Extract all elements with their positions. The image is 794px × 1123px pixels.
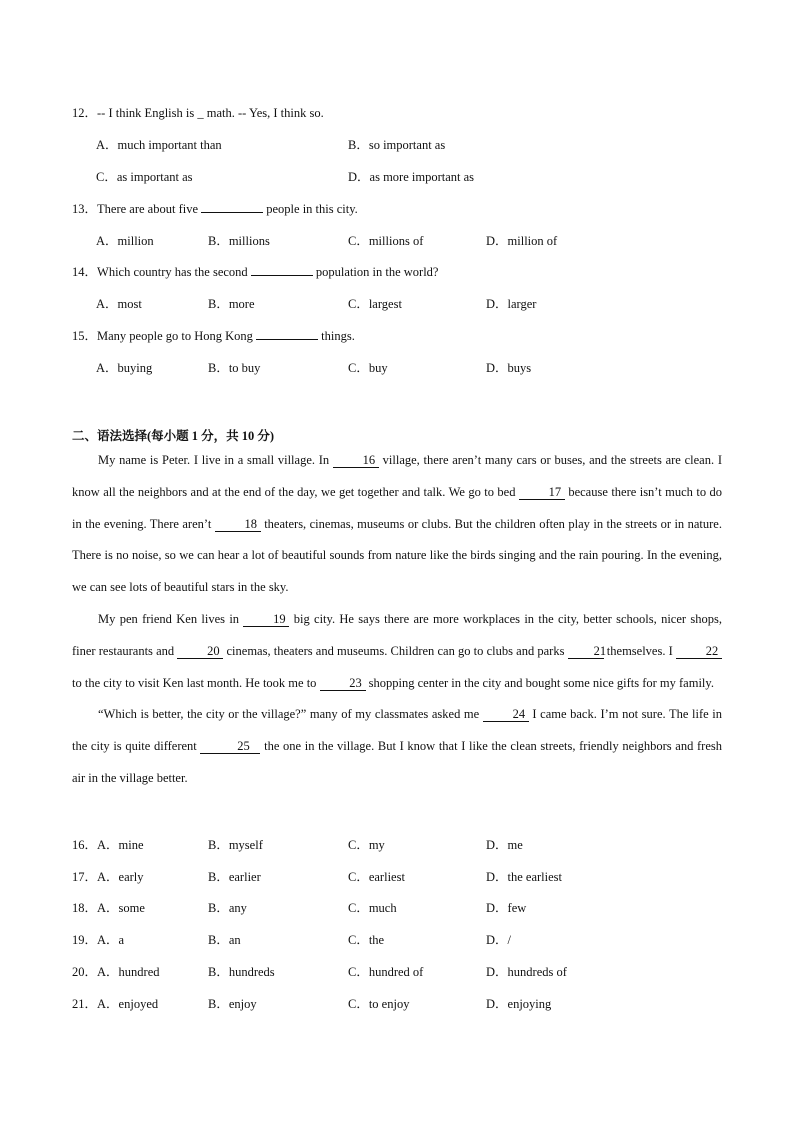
passage-paragraph-1: My name is Peter. I live in a small village. In 16 village, there aren’t many cars or buses, and the streets are clean. I know all the neighbors and at the end of the day, we get together and talk. We go to bed 17 because there isn’t much to do in the evening. There aren’t 18 theaters, cinemas, museums or clubs. But the children often play in the streets or in nature. There is no noise, so we can hear a lot of beautiful sounds from nature like the birds singing and the rain pouring. In the evening, we can see lots of beautiful stars in the sky. <box>72 453 723 595</box>
blank-20: 20 <box>177 644 223 659</box>
q16-option-d: D．me <box>486 838 523 852</box>
blank-16: 16 <box>333 453 379 468</box>
q18-option-b: B．any <box>208 901 247 915</box>
q20-option-b: B．hundreds <box>208 965 275 979</box>
q19-options: 19．A．a <box>72 933 125 947</box>
cloze-passage <box>72 445 722 795</box>
blank-23: 23 <box>320 676 366 691</box>
blank-21: 21 <box>568 644 604 659</box>
q13-option-c: C．millions of <box>348 234 424 248</box>
q14-option-b: B．more <box>208 297 255 311</box>
question-15-stem: 15．Many people go to Hong Kong things. <box>72 329 355 343</box>
q16-option-b: B．myself <box>208 838 263 852</box>
q13-option-d: D．million of <box>486 234 558 248</box>
q18-options: 18．A．some <box>72 901 145 915</box>
q18-option-c: C．much <box>348 901 397 915</box>
q20-option-c: C．hundred of <box>348 965 424 979</box>
question-13-stem: 13．There are about five people in this city. <box>72 202 358 216</box>
q19-option-b: B．an <box>208 933 241 947</box>
blank-19: 19 <box>243 612 289 627</box>
q13-option-a: A．million <box>96 234 154 248</box>
q17-option-b: B．earlier <box>208 870 261 884</box>
q15-option-c: C．buy <box>348 361 388 375</box>
question-14-stem: 14．Which country has the second population in the world? <box>72 265 439 279</box>
q12-option-d: D．as more important as <box>348 170 475 184</box>
q13-option-b: B．millions <box>208 234 270 248</box>
q15-option-b: B．to buy <box>208 361 261 375</box>
q16-option-c: C．my <box>348 838 385 852</box>
blank-25: 25 <box>200 739 260 754</box>
question-12-stem: 12．-- I think English is _ math. -- Yes, I think so. <box>72 106 324 120</box>
q21-option-b: B．enjoy <box>208 997 257 1011</box>
section-heading: 二、语法选择(每小题 1 分，共 10 分) <box>72 429 275 443</box>
q17-option-c: C．earliest <box>348 870 405 884</box>
blank-18: 18 <box>215 517 261 532</box>
q20-options: 20．A．hundred <box>72 965 160 979</box>
q15-option-a: A．buying <box>96 361 153 375</box>
q14-option-c: C．largest <box>348 297 402 311</box>
q16-options: 16．A．mine <box>72 838 144 852</box>
q14-option-a: A．most <box>96 297 142 311</box>
q12-option-c: C．as important as <box>96 170 193 184</box>
q12-option-b: B．so important as <box>348 138 446 152</box>
q17-option-d: D．the earliest <box>486 870 563 884</box>
q21-option-c: C．to enjoy <box>348 997 410 1011</box>
q17-options: 17．A．early <box>72 870 144 884</box>
q21-options: 21．A．enjoyed <box>72 997 159 1011</box>
blank-22: 22 <box>676 644 722 659</box>
q19-option-c: C．the <box>348 933 385 947</box>
q18-option-d: D．few <box>486 901 527 915</box>
q20-option-d: D．hundreds of <box>486 965 567 979</box>
passage-paragraph-2: My pen friend Ken lives in 19 big city. He says there are more workplaces in the city, better schools, nicer shops, finer restaurants and 20 cinemas, theaters and museums. Children can go to clubs and parks 21 themselves. I 22 to the city to visit Ken last month. He took me to 23 shopping center in the city and bought some nice gifts for my family. <box>72 611 722 690</box>
passage-paragraph-3: “Which is better, the city or the village?” many of my classmates asked me 24 I came back. I’m not sure. The life in the city is quite different 25 the one in the village. But I know that I like the clean streets, friendly neighbors and fresh air in the village better. <box>72 707 723 785</box>
blank-24: 24 <box>483 707 529 722</box>
q21-option-d: D．enjoying <box>486 997 552 1011</box>
q15-option-d: D．buys <box>486 361 532 375</box>
q19-option-d: D．/ <box>486 933 512 947</box>
q14-option-d: D．larger <box>486 297 537 311</box>
q12-option-a: A．much important than <box>96 138 222 152</box>
blank-17: 17 <box>519 485 565 500</box>
